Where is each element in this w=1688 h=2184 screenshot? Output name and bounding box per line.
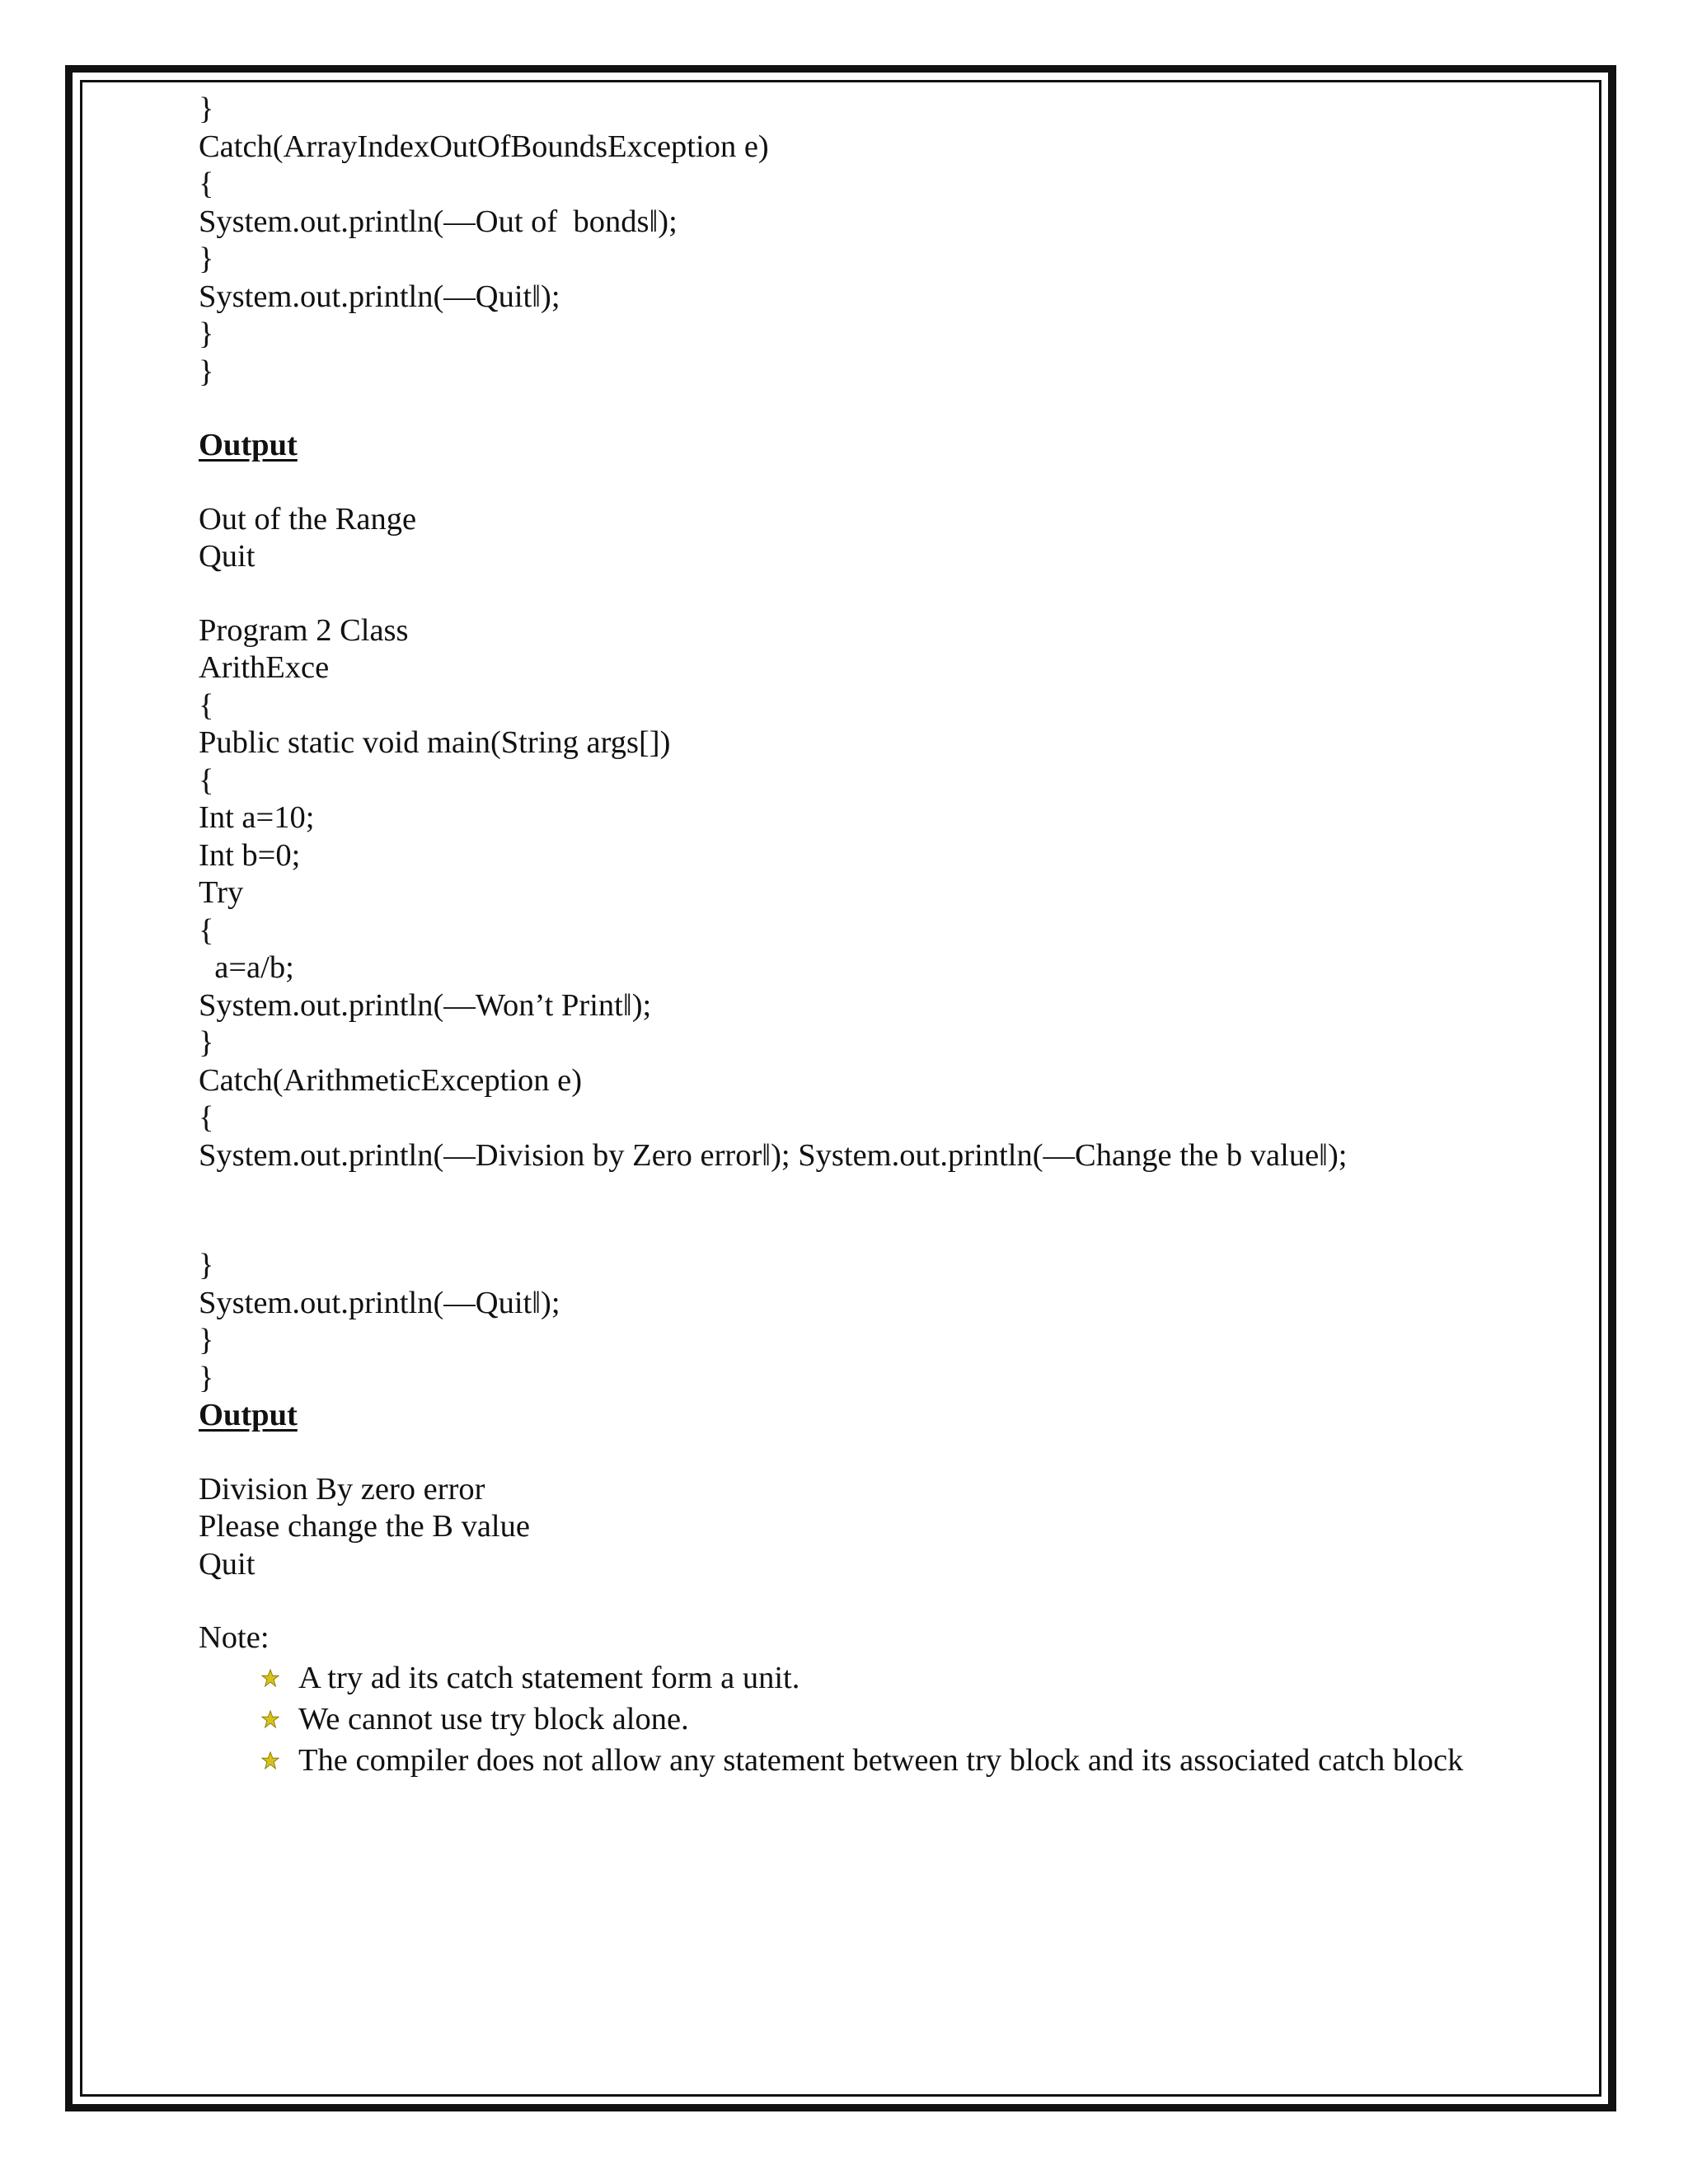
- code-line: }: [199, 1248, 214, 1282]
- star-bullet-icon: [261, 1669, 279, 1687]
- code-line: a=a/b;: [199, 950, 294, 985]
- star-bullet-icon: [261, 1710, 279, 1728]
- code-line: Catch(ArrayIndexOutOfBoundsException e): [199, 129, 769, 164]
- code-line: }: [199, 354, 214, 389]
- notes-list: [199, 1661, 1550, 1779]
- output-line: Quit: [199, 1546, 256, 1582]
- code-block-1: [199, 91, 1550, 391]
- code-line: }: [199, 1360, 214, 1395]
- code-line: System.out.println(―Won’t Print‖);: [199, 987, 652, 1023]
- note-label: Note:: [199, 1620, 270, 1655]
- code-line: System.out.println(―Quit‖);: [199, 1285, 560, 1320]
- note-item: [261, 1702, 1550, 1737]
- note-text: The compiler does not allow any statement between try block and its associated catch block: [298, 1742, 1464, 1778]
- code-line: }: [199, 1025, 214, 1060]
- note-text: A try ad its catch statement form a unit.: [298, 1660, 800, 1695]
- code-line: {: [199, 762, 214, 798]
- code-block-2: [199, 612, 1550, 1175]
- page-border-edge: [1608, 65, 1611, 2111]
- code-line: }: [199, 1323, 214, 1357]
- code-line: }: [199, 241, 214, 276]
- output-block-2: [199, 1471, 1550, 1584]
- note-item: [261, 1661, 1550, 1696]
- code-line: System.out.println(―Out of bonds‖);: [199, 204, 678, 239]
- output-line: Please change the B value: [199, 1509, 530, 1544]
- code-line: }: [199, 316, 214, 351]
- document-content: [199, 91, 1550, 1784]
- code-line: }: [199, 91, 214, 126]
- output-block-1: [199, 501, 1550, 576]
- note-text: We cannot use try block alone.: [298, 1701, 689, 1736]
- code-line: System.out.println(―Quit‖);: [199, 279, 560, 314]
- code-line: {: [199, 687, 214, 723]
- code-line: ArithExce: [199, 650, 330, 685]
- code-line: Int b=0;: [199, 837, 301, 873]
- code-block-3: [199, 1247, 1550, 1397]
- output-line: Out of the Range: [199, 501, 417, 537]
- code-line: Program 2 Class: [199, 612, 409, 648]
- star-bullet-icon: [261, 1751, 279, 1769]
- code-line: {: [199, 912, 214, 948]
- code-line: Public static void main(String args[]): [199, 725, 671, 760]
- output-line: Division By zero error: [199, 1471, 485, 1507]
- code-line: {: [199, 166, 214, 201]
- output-line: Quit: [199, 539, 256, 574]
- note-item: [261, 1743, 1550, 1779]
- code-line: Try: [199, 875, 244, 910]
- code-line: System.out.println(―Division by Zero error‖); System.out.println(―Change the b value‖);: [199, 1137, 1348, 1173]
- output-heading: Output: [199, 428, 298, 462]
- output-heading: Output: [199, 1398, 298, 1432]
- code-line: {: [199, 1100, 214, 1135]
- code-line: Catch(ArithmeticException e): [199, 1062, 583, 1098]
- code-line: Int a=10;: [199, 800, 315, 835]
